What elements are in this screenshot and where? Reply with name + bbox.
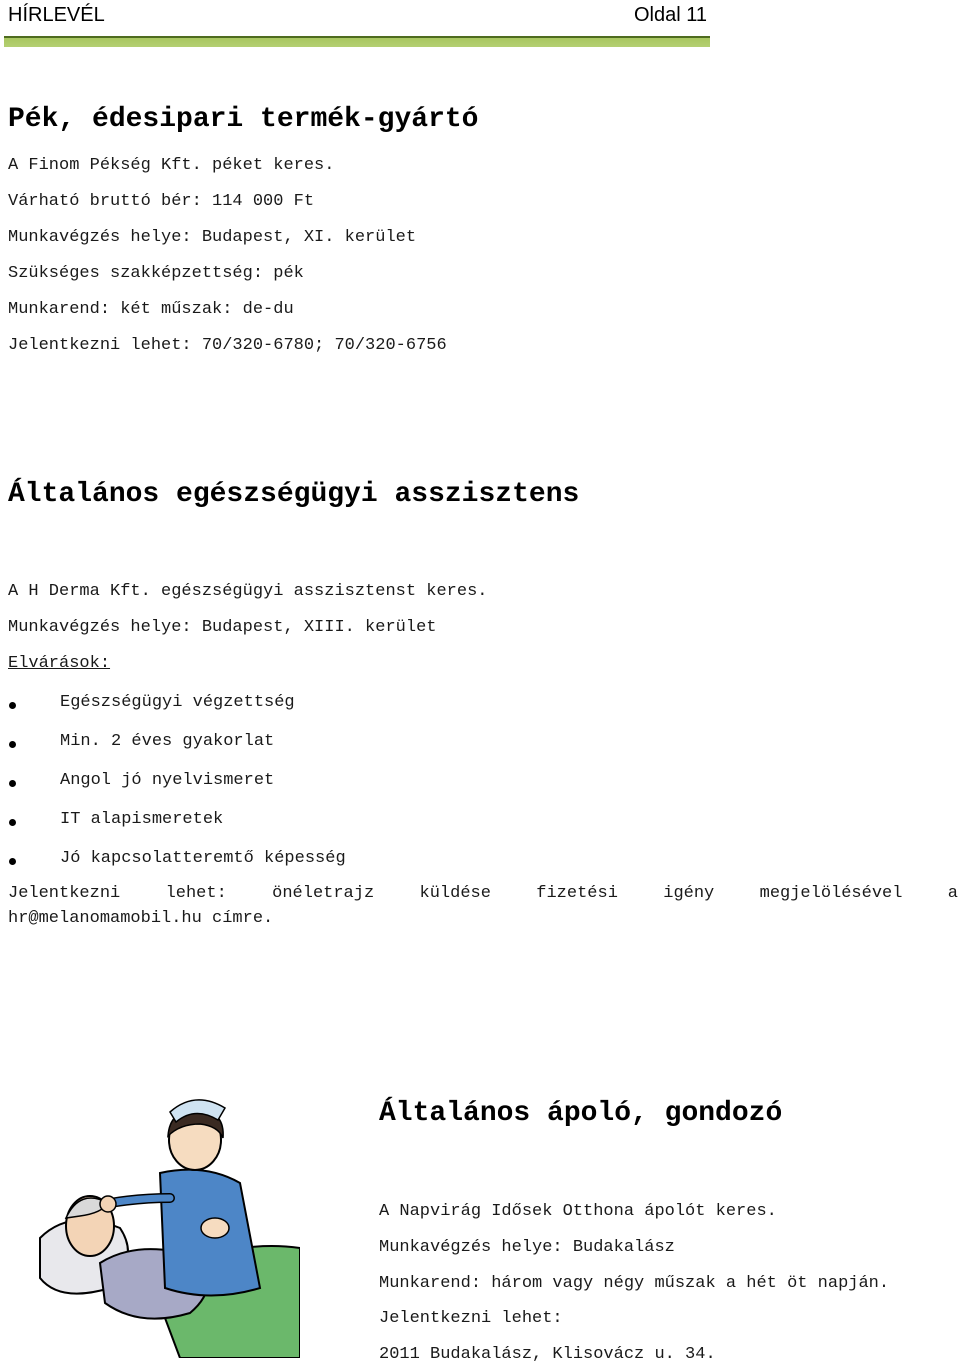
requirement-item: IT alapismeretek [60,810,224,829]
job2-location: Munkavégzés helye: Budapest, XIII. kerület [8,618,437,637]
nurse-patient-illustration [30,1088,300,1358]
job1-title: Pék, édesipari termék-gyártó [8,104,479,135]
job1-line: Szükséges szakképzettség: pék [8,264,304,283]
requirements-label: Elvárások: [8,654,111,673]
job2-title: Általános egészségügyi asszisztens [8,479,580,510]
job1-line: Munkavégzés helye: Budapest, XI. kerület [8,228,417,247]
job3-title: Általános ápoló, gondozó [379,1098,783,1129]
job3-line: A Napvirág Idősek Otthona ápolót keres. [379,1202,777,1221]
bullet-icon [9,819,16,826]
bullet-icon [9,741,16,748]
header-divider [4,36,710,47]
job3-line: Munkarend: három vagy négy műszak a hét öt napján. [379,1274,890,1293]
apply-line-1: Jelentkezni lehet: önéletrajz küldése fizetési igény megjelölésével a [8,884,958,903]
page-number: Oldal 11 [633,4,707,26]
bullet-icon [9,858,16,865]
job3-line: Jelentkezni lehet: [379,1309,563,1328]
job1-line: Jelentkezni lehet: 70/320-6780; 70/320-6756 [8,336,447,355]
job1-line: Munkarend: két műszak: de-du [8,300,294,319]
job3-line: Munkavégzés helye: Budakalász [379,1238,675,1257]
newsletter-label: HÍRLEVÉL [8,4,105,26]
requirement-item: Egészségügyi végzettség [60,693,295,712]
bullet-icon [9,780,16,787]
job1-line: A Finom Pékség Kft. péket keres. [8,156,335,175]
requirement-item: Angol jó nyelvismeret [60,771,275,790]
job3-line: 2011 Budakalász, Klisovácz u. 34. [379,1345,716,1364]
job1-line: Várható bruttó bér: 114 000 Ft [8,192,315,211]
requirement-item: Min. 2 éves gyakorlat [60,732,275,751]
requirement-item: Jó kapcsolatteremtő képesség [60,849,346,868]
job2-intro: A H Derma Kft. egészségügyi asszisztenst keres. [8,582,488,601]
apply-line-2: hr@melanomamobil.hu címre. [8,909,274,928]
bullet-icon [9,702,16,709]
